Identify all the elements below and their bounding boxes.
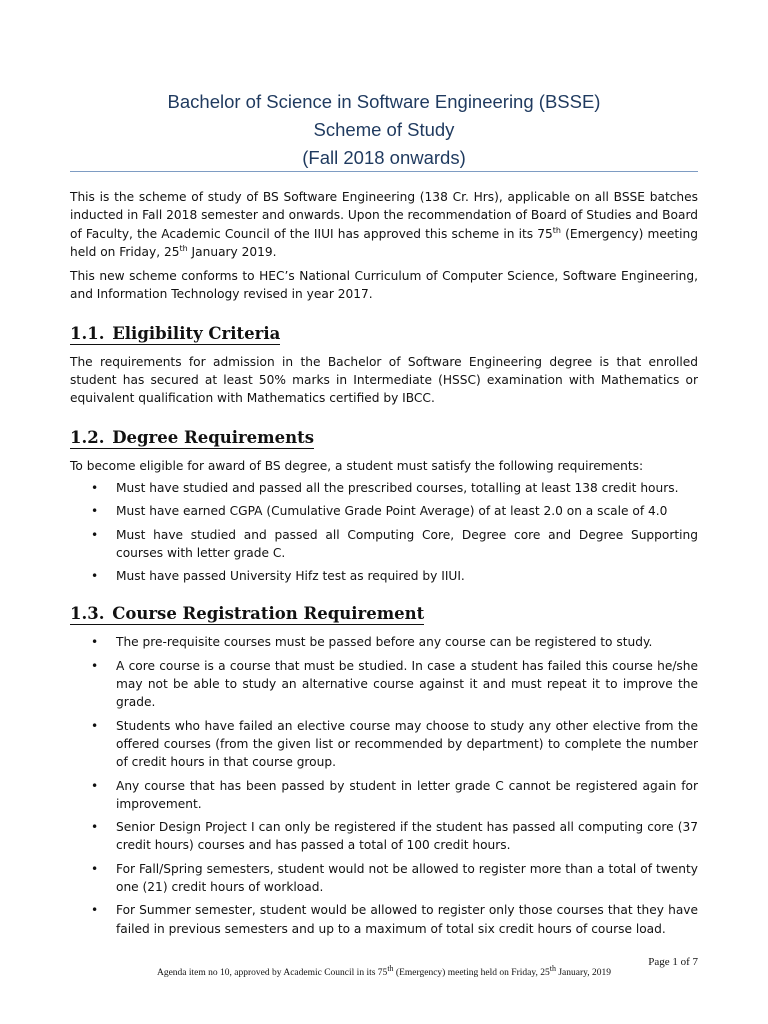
section-heading-eligibility [70,324,280,345]
intro-paragraph-2: This new scheme conforms to HEC’s National Curriculum of Computer Science, Software Engineering, and Information Technology revised in year 2017. [70,269,698,302]
bullet-icon: • [91,718,99,733]
page-number: Page 1 of 7 [648,956,698,968]
section-title: Course Registration Requirement [112,604,425,624]
list-item [70,633,698,651]
list-item [70,901,698,938]
bullet-icon: • [91,658,99,673]
bullet-icon: • [91,480,99,495]
list-item-text: Must have studied and passed all Computing Core, Degree core and Degree Supporting courses with letter grade C. [116,527,698,560]
list-item-text: Senior Design Project I can only be registered if the student has passed all computing core (37 credit hours) courses and has passed a total of 100 credit hours. [116,820,698,853]
superscript: th [387,963,394,973]
eligibility-paragraph: The requirements for admission in the Bachelor of Software Engineering degree is that enrolled student has secured at least 50% marks in Intermediate (HSSC) examination with Mathematics or equivalent qualification with Mathematics certified by IBCC. [70,354,698,406]
document-title [0,88,768,172]
bullet-icon: • [91,527,99,542]
list-item-text: The pre-requisite courses must be passed before any course can be registered to study. [116,635,653,650]
intro-text: This is the scheme of study of BS Software Engineering (138 Cr. Hrs), applicable on all BSSE batches inducted in Fall 2018 semester and onwards. Upon the recommendation of Board of Studies and Board of Faculty, the Academic Council of the IIUI has approved this scheme in its 75 [70,190,698,241]
section-title: Eligibility Criteria [112,323,281,343]
section-number: 1.1. [70,323,105,343]
footer-text: January, 2019 [555,968,612,978]
list-item [70,860,698,897]
list-item-text: For Fall/Spring semesters, student would not be allowed to register more than a total of twenty one (21) credit hours of workload. [116,861,698,895]
section-heading-degree-requirements [70,428,314,449]
course-registration-list [70,633,698,937]
section-title: Degree Requirements [112,427,315,447]
list-item-text: Must have studied and passed all the prescribed courses, totalling at least 138 credit hours. [116,480,679,495]
bullet-icon: • [91,778,99,793]
title-line-2: Scheme of Study [313,119,455,140]
footer-note [0,963,768,978]
bullet-icon: • [91,635,99,650]
intro-text: January 2019. [187,244,277,259]
section-heading-course-registration [70,604,424,625]
list-item-text: For Summer semester, student would be allowed to register only those courses that they have failed in previous semesters and up to a maximum of total six credit hours of course load. [116,903,698,936]
list-item-text: Any course that has been passed by student in letter grade C cannot be registered again for improvement. [116,778,698,811]
list-item [70,567,698,585]
list-item [70,818,698,855]
footer-text: Agenda item no 10, approved by Academic Council in its 75 [156,968,388,978]
list-item-text: A core course is a course that must be studied. In case a student has failed this course he/she may not be able to study an alternative course against it and must repeat it to improve the grade. [116,658,698,710]
list-item [70,526,698,563]
superscript: th [549,963,556,973]
list-item-text: Must have earned CGPA (Cumulative Grade Point Average) of at least 2.0 on a scale of 4.0 [116,504,668,519]
bullet-icon: • [91,861,99,876]
list-item [70,657,698,712]
list-item [70,777,698,814]
list-item-text: Must have passed University Hifz test as required by IIUI. [116,569,465,584]
section-number: 1.2. [70,427,105,447]
list-item [70,717,698,772]
section-number: 1.3. [70,604,105,624]
bullet-icon: • [91,504,99,519]
degree-requirements-lead: To become eligible for award of BS degree, a student must satisfy the following requirements: [70,458,644,473]
list-item [70,502,698,520]
list-item [70,479,698,497]
superscript: th [179,243,188,253]
bullet-icon: • [91,569,99,584]
intro-text: (Emergency) meeting held on Friday, 25 [70,226,698,259]
title-divider [70,171,698,172]
title-line-3: (Fall 2018 onwards) [302,147,466,168]
degree-requirements-list [70,479,698,585]
document-body [70,188,698,943]
superscript: th [552,225,561,235]
title-line-1: Bachelor of Science in Software Engineering (BSSE) [167,91,601,112]
bullet-icon: • [91,903,99,918]
bullet-icon: • [91,820,99,835]
footer-text: (Emergency) meeting held on Friday, 25 [393,968,550,978]
list-item-text: Students who have failed an elective course may choose to study any other elective from the offered courses (from the given list or recommended by department) to complete the number of credit hours in that course group. [116,718,698,770]
intro-paragraph-1 [70,188,698,261]
